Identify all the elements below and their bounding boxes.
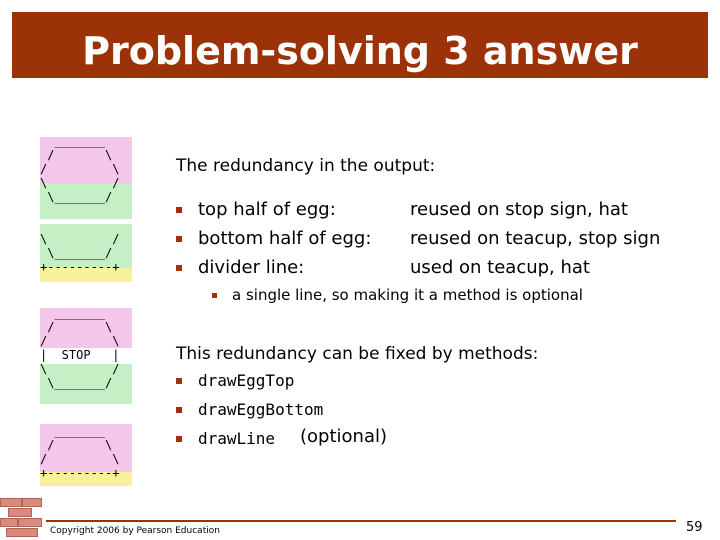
method-optional-note: (optional)	[300, 426, 387, 447]
copyright-text: Copyright 2006 by Pearson Education	[50, 526, 220, 536]
bullet-icon	[176, 236, 182, 242]
bullet-icon	[176, 265, 182, 271]
bullet-icon	[176, 436, 182, 442]
page-number: 59	[686, 520, 703, 535]
redundancy-heading: The redundancy in the output:	[176, 156, 436, 176]
stop-sign-art: _______ / \ / \ | STOP | \ / \_______/	[40, 306, 120, 390]
method-draw-egg-bottom: drawEggBottom	[198, 400, 324, 419]
redundancy-label-3: divider line:	[198, 257, 305, 278]
bullet-icon	[176, 407, 182, 413]
hat-art: _______ / \ / \ +---------+	[40, 424, 120, 480]
redundancy-use-3: used on teacup, hat	[410, 257, 590, 278]
method-draw-egg-top: drawEggTop	[198, 371, 295, 390]
brick-decoration	[0, 494, 46, 540]
redundancy-use-1: reused on stop sign, hat	[410, 199, 628, 220]
sub-bullet-icon	[212, 293, 217, 298]
teacup-art: \ / \_______/ +---------+	[40, 232, 120, 274]
bullet-icon	[176, 378, 182, 384]
redundancy-label-2: bottom half of egg:	[198, 228, 372, 249]
footer-divider	[46, 520, 676, 522]
redundancy-use-2: reused on teacup, stop sign	[410, 228, 661, 249]
egg-art: _______ / \ / \ \ / \_______/	[40, 134, 120, 204]
divider-note: a single line, so making it a method is optional	[232, 286, 583, 304]
redundancy-label-1: top half of egg:	[198, 199, 336, 220]
slide-title: Problem-solving 3 answer	[82, 29, 638, 73]
methods-heading: This redundancy can be fixed by methods:	[176, 344, 539, 364]
title-bar	[12, 12, 708, 78]
bullet-icon	[176, 207, 182, 213]
method-draw-line: drawLine	[198, 429, 276, 448]
